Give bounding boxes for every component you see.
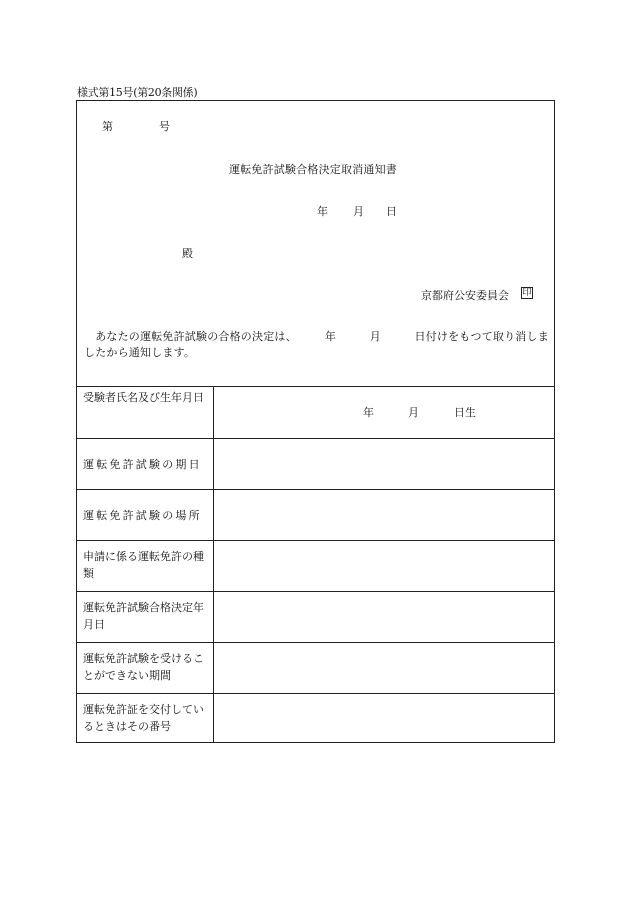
row-label-applicant: 受験者氏名及び生年月日 [83, 391, 204, 404]
birth-day-marker: 日生 [454, 406, 476, 419]
row-label-license-type: 申請に係る運転免許の種類 [83, 550, 204, 580]
notice-body-text: あなたの運転免許試験の合格の決定は、 年 月 日付けをもつて取り消しましたから通知します。 [84, 330, 549, 359]
addressee-honorific: 殿 [182, 247, 193, 260]
table-row-applicant [77, 386, 554, 438]
row-label-exam-place: 運転免許試験の場所 [83, 509, 202, 522]
table-row-license-number [77, 693, 554, 743]
row-label-ineligible-period: 運転免許試験を受けることができない期間 [83, 652, 204, 682]
row-label-exam-date: 運転免許試験の期日 [83, 458, 202, 471]
table-row-ineligible-period [77, 642, 554, 693]
table-column-divider [213, 387, 214, 743]
doc-number-prefix: 第 [102, 120, 113, 133]
table-row-exam-place [77, 489, 554, 540]
form-number-label: 様式第15号(第20条関係) [77, 86, 198, 99]
table-row-license-type [77, 540, 554, 591]
date-day: 日 [386, 205, 397, 218]
document-title: 運転免許試験合格決定取消通知書 [229, 163, 397, 176]
table-row-exam-date [77, 438, 554, 489]
seal-mark: 印 [522, 288, 532, 298]
birth-year-marker: 年 [363, 406, 374, 419]
birth-month-marker: 月 [408, 406, 419, 419]
date-year: 年 [317, 205, 328, 218]
table-row-pass-date [77, 591, 554, 642]
doc-number-suffix: 号 [159, 120, 170, 133]
date-month: 月 [353, 205, 364, 218]
notice-form [76, 100, 555, 743]
row-label-pass-date: 運転免許試験合格決定年月日 [83, 601, 204, 631]
row-label-license-number: 運転免許証を交付しているときはその番号 [83, 703, 204, 733]
issuer-name: 京都府公安委員会 [421, 289, 509, 302]
